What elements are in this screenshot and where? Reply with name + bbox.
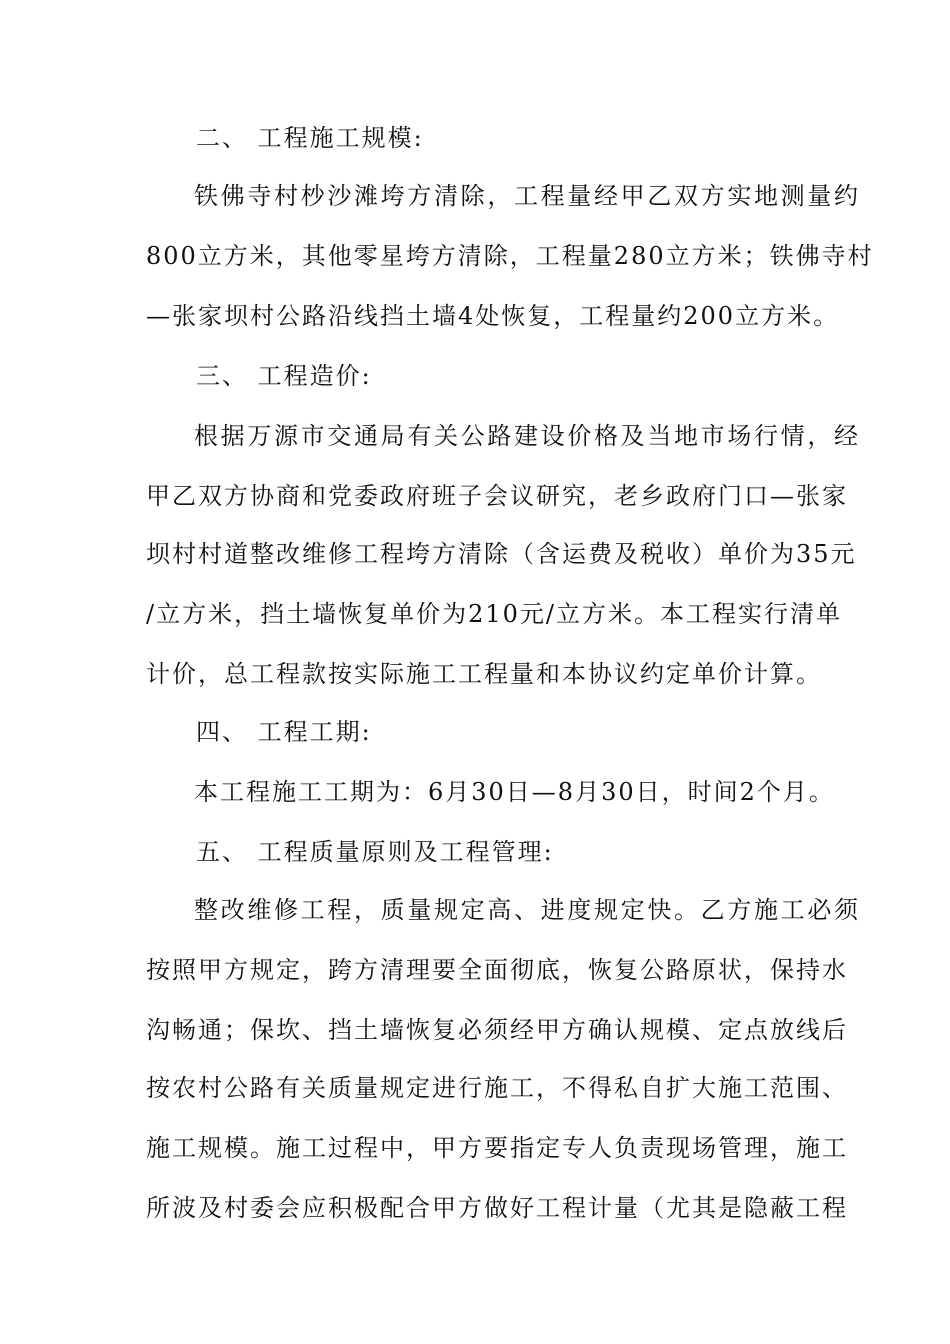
paragraph-line: 整改维修工程，质量规定高、进度规定快。乙方施工必须 <box>194 896 860 924</box>
paragraph-line: 甲乙双方协商和党委政府班子会议研究，老乡政府门口—张家 <box>146 482 848 510</box>
section-heading-4: 四、 工程工期: <box>196 718 372 746</box>
paragraph-line: 沟畅通；保坎、挡土墙恢复必须经甲方确认规模、定点放线后 <box>146 1016 848 1044</box>
paragraph-line: 所波及村委会应积极配合甲方做好工程计量（尤其是隐蔽工程 <box>146 1194 848 1222</box>
paragraph-line: 本工程施工工期为：6月30日—8月30日，时间2个月。 <box>194 778 835 806</box>
paragraph-line: 按农村公路有关质量规定进行施工，不得私自扩大施工范围、 <box>146 1074 848 1102</box>
paragraph-line: 计价，总工程款按实际施工工程量和本协议约定单价计算。 <box>146 660 822 688</box>
paragraph-line: —张家坝村公路沿线挡土墙4处恢复，工程量约200立方米。 <box>146 302 840 330</box>
section-heading-5: 五、 工程质量原则及工程管理: <box>196 838 554 866</box>
section-heading-3: 三、 工程造价: <box>196 362 372 390</box>
paragraph-line: 坝村村道整改维修工程垮方清除（含运费及税收）单价为35元 <box>146 540 857 568</box>
paragraph-line: /立方米，挡土墙恢复单价为210元/立方米。本工程实行清单 <box>146 600 842 628</box>
paragraph-line: 根据万源市交通局有关公路建设价格及当地市场行情，经 <box>194 422 860 450</box>
paragraph-line: 800立方米，其他零星垮方清除，工程量280立方米；铁佛寺村 <box>146 242 874 270</box>
paragraph-line: 施工规模。施工过程中，甲方要指定专人负责现场管理，施工 <box>146 1134 848 1162</box>
paragraph-line: 铁佛寺村杪沙滩垮方清除，工程量经甲乙双方实地测量约 <box>194 182 860 210</box>
paragraph-line: 按照甲方规定，跨方清理要全面彻底，恢复公路原状，保持水 <box>146 956 848 984</box>
section-heading-2: 二、 工程施工规模: <box>196 124 424 152</box>
